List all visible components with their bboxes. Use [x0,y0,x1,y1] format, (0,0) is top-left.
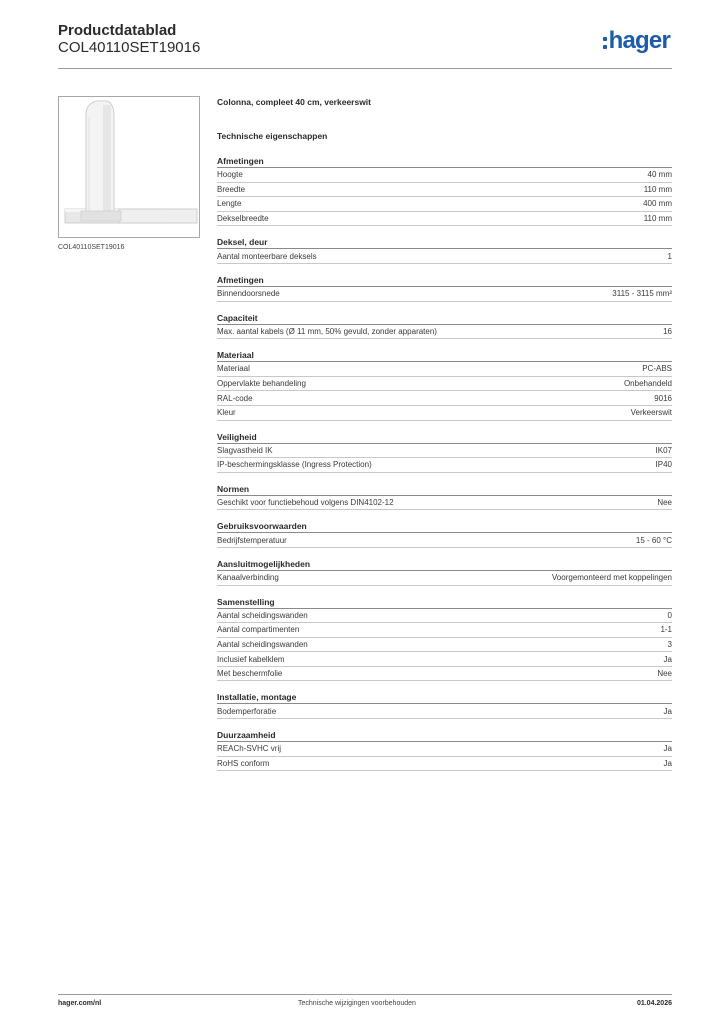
spec-value: Nee [657,669,672,679]
spec-group [217,349,672,420]
spec-label: Kanaalverbinding [217,573,279,583]
spec-value: Ja [663,758,672,768]
spec-group-title: Afmetingen [217,274,672,287]
spec-group-title: Gebruiksvoorwaarden [217,520,672,533]
spec-label: REACh-SVHC vrij [217,744,282,754]
spec-value: 15 - 60 °C [635,535,672,545]
spec-row [217,406,672,421]
spec-row [217,623,672,638]
spec-group-title: Veiligheid [217,431,672,444]
product-name: Colonna, compleet 40 cm, verkeerswit [217,97,372,107]
hager-logo [603,28,670,54]
spec-group [217,691,672,719]
spec-label: Breedte [217,184,246,194]
spec-value: Voorgemonteerd met koppelingen [551,573,672,583]
spec-group [217,596,672,682]
spec-value: Ja [663,744,672,754]
spec-label: Lengte [217,199,242,209]
spec-label: Binnendoorsnede [217,289,280,299]
logo-dots-icon [603,37,607,49]
spec-label: Oppervlakte behandeling [217,379,306,389]
spec-row [217,444,672,459]
spec-label: Kleur [217,408,236,418]
logo-text: hager [608,27,670,54]
spec-group-title: Normen [217,483,672,496]
spec-row [217,362,672,377]
spec-group-title: Deksel, deur [217,236,672,249]
footer-website: hager.com/nl [58,1000,102,1007]
spec-group-title: Capaciteit [217,312,672,325]
spec-group [217,431,672,473]
spec-group-title: Duurzaamheid [217,729,672,742]
spec-row [217,609,672,624]
spec-label: Materiaal [217,364,250,374]
spec-group [217,729,672,771]
spec-label: Met beschermfolie [217,669,283,679]
spec-label: Bodemperforatie [217,706,277,716]
footer-date: 01.04.2026 [636,1000,672,1007]
spec-value: 400 mm [643,199,672,209]
spec-row [217,377,672,392]
document-title: Productdatablad [58,22,177,39]
spec-row [217,742,672,757]
spec-group [217,483,672,511]
spec-label: Aantal scheidingswanden [217,610,308,620]
spec-value: Onbehandeld [623,379,672,389]
image-caption: COL40110SET19016 [58,244,125,251]
product-photo-column-icon [59,97,199,237]
spec-label: Max. aantal kabels (Ø 11 mm, 50% gevuld, zonder apparaten) [217,326,437,336]
spec-value: IK07 [655,445,672,455]
spec-groups [217,155,672,771]
spec-label: Bedrijfstemperatuur [217,535,287,545]
spec-label: IP-beschermingsklasse (Ingress Protection) [217,460,372,470]
spec-value: Ja [663,654,672,664]
spec-value: 110 mm [643,214,672,224]
spec-row [217,571,672,586]
spec-label: RAL-code [217,393,253,403]
spec-row [217,197,672,212]
spec-label: RoHS conform [217,758,270,768]
spec-row [217,212,672,227]
spec-row [217,667,672,682]
spec-value: 1-1 [660,625,672,635]
spec-row [217,533,672,548]
spec-value: 9016 [654,393,672,403]
spec-value: Nee [657,498,672,508]
spec-group [217,312,672,340]
spec-row [217,325,672,340]
spec-group [217,236,672,264]
page-header [58,22,672,70]
spec-group [217,520,672,548]
spec-label: Geschikt voor functiebehoud volgens DIN4102-12 [217,498,394,508]
spec-row [217,168,672,183]
footer-divider [58,994,672,995]
header-divider [58,68,672,69]
section-title: Technische eigenschappen [217,131,328,141]
spec-row [217,652,672,667]
spec-value: 16 [663,326,672,336]
spec-label: Aantal monteerbare deksels [217,251,317,261]
spec-value: Ja [663,706,672,716]
spec-row [217,638,672,653]
spec-row [217,458,672,473]
spec-value: IP40 [655,460,672,470]
spec-value: PC-ABS [642,364,672,374]
spec-value: Verkeerswit [630,408,672,418]
spec-row [217,287,672,302]
spec-row [217,496,672,511]
spec-label: Dekselbreedte [217,214,269,224]
spec-group-title: Installatie, montage [217,691,672,704]
product-image [58,96,200,238]
spec-content [217,96,672,771]
footer-disclaimer: Technische wijzigingen voorbehouden [298,1000,416,1007]
spec-value: 3 [667,639,672,649]
spec-value: 3115 - 3115 mm² [612,289,672,299]
spec-label: Aantal scheidingswanden [217,639,308,649]
spec-group [217,558,672,586]
spec-label: Slagvastheid IK [217,445,273,455]
spec-group-title: Aansluitmogelijkheden [217,558,672,571]
spec-label: Inclusief kabelklem [217,654,285,664]
spec-group-title: Samenstelling [217,596,672,609]
spec-row [217,391,672,406]
spec-row [217,757,672,772]
spec-value: 110 mm [643,184,672,194]
spec-group-title: Materiaal [217,349,672,362]
spec-group-title: Afmetingen [217,155,672,168]
spec-value: 1 [667,251,672,261]
product-code: COL40110SET19016 [58,39,201,56]
spec-row [217,249,672,264]
spec-label: Aantal compartimenten [217,625,300,635]
spec-row [217,704,672,719]
spec-row [217,183,672,198]
spec-group [217,155,672,226]
spec-group [217,274,672,302]
spec-value: 0 [667,610,672,620]
spec-label: Hoogte [217,170,243,180]
spec-value: 40 mm [647,170,672,180]
